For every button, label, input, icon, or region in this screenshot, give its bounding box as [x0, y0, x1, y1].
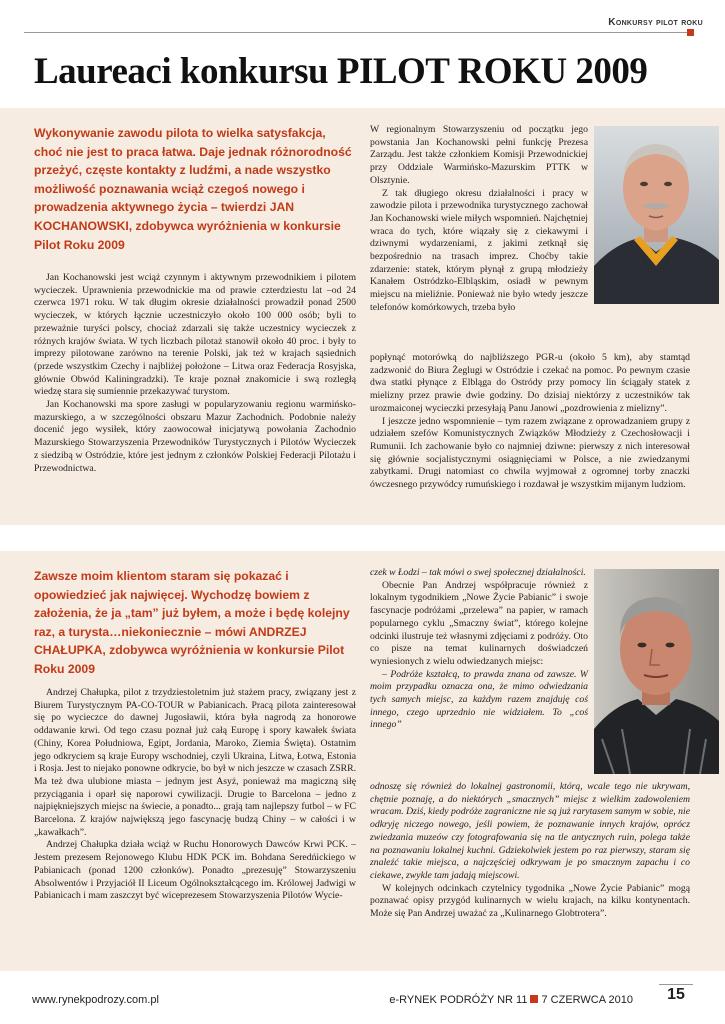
- separator-square-icon: [530, 995, 538, 1003]
- footer-magazine-info: [389, 994, 633, 1006]
- page-number: 15: [667, 986, 685, 1003]
- footer-magazine: e-RYNEK PODRÓŻY NR 11: [389, 994, 528, 1006]
- article-2-col-2-bottom: [370, 781, 690, 921]
- paragraph: odnoszę się również do lokalnej gastronomii, którą, wcale tego nie ukrywam, chętnie poznaję, a do niektórych „smacznych” miejsc z wielkim zadowoleniem wracam. Dziś, kiedy podróże zagraniczne nie są już rarytasem samym w sobie, nie odkryję niczego nowego, jeśli powiem, że poznawanie innych krajów, oprócz zwiedzania muzeów czy fotografowania się na tle antycznych ruin, polega także na poznawaniu lokalnej kuchni. Gdziekolwiek jestem po raz pierwszy, staram się znaleźć takie miejsca, a najczęściej odkrywam je po smacznym zapachu i co ciekawe, zwykle tam jadają miejscowi.: [370, 781, 690, 881]
- article-1: [0, 108, 725, 525]
- portrait-andrzej-chalupka: [594, 569, 719, 774]
- paragraph: I jeszcze jedno wspomnienie – tym razem związane z oprowadzaniem grupy z udziałem szefów Komunistycznych Związków Młodzieży z Czechosłowacji i Rumunii. Ich zachowanie było co najmniej dziwne: pierwszy z nich interesował się głównie socjalistycznymi osiągnięciami w Polsce, a nie zwiedzanymi zabytkami. Drugi natomiast co chwila wyjmował z ogromnej torby znaczki ówczesnego przywódcy rumuńskiego i rozdawał je wszystkim mijanym ludziom.: [370, 415, 690, 491]
- page-title: Laureaci konkursu PILOT ROKU 2009: [34, 51, 648, 92]
- paragraph: Jan Kochanowski ma spore zasługi w popularyzowaniu regionu warmińsko-mazurskiego, a w szczególności obszaru Mazur Zachodnich. Podobnie należy docenić jego wysiłek, który zaowocował inicjatywą powołania Zachodnio Mazurskiego Stowarzyszenia Przewodników Turystycznych i Pilotów Wycieczek z siedzibą w Ostródzie, które jest jednym z członków Polskiej Federacji Pilotażu i Przewodnictwa.: [34, 399, 356, 474]
- portrait-jan-kochanowski: [594, 126, 719, 304]
- header-square-icon: [687, 29, 694, 36]
- section-label: Konkursy pilot roku: [608, 17, 703, 28]
- paragraph: Z tak długiego okresu działalności i pracy w zawodzie pilota i przewodnika turystycznego zachował Jan Kochanowski wiele miłych wspomnień. Najchętniej wraca do tych, które wiązały się z ciekawymi i dziwnymi wydarzeniami, z jakimi zetknął się bezpośrednio na trasach imprez. Choćby takie zdarzenie: statek, którym płynął z grupą młodzieży Kanałem Ostródzko-Elbląskim, osiadł w pewnym miejscu na mieliźnie. Ponieważ nie było wtedy jeszcze telefonów komórkowych, trzeba było: [370, 187, 588, 313]
- paragraph: W regionalnym Stowarzyszeniu od początku jego powstania Jan Kochanowski pełni funkcję Prezesa Zarządu. Jest także członkiem Komisji Przewodnickiej przy Oddziale Warmińsko-Mazurskim PTTK w Olsztynie.: [370, 124, 588, 186]
- paragraph: Andrzej Chałupka, pilot z trzydziestoletnim już stażem pracy, związany jest z Biurem Turystycznym PA-CO-TOUR w Pabianicach. Pracą pilota zainteresował się po wycieczce do dawnej Jugosławii, która była nagrodą za honorowe oddawanie krwi. Od tego czasu poznał już całą Europę i spory kawałek świata (Chiny, Korea Południowa, Egipt, Jordania, Maroko, Ziemia Święta). Ostatnim jego odkryciem są kraje Europy wschodniej, czyli Ukraina, Litwa, Łotwa, Estonia i Rosja. Jest to niejako ponowne odkrycie, bo był w nich jeszcze w czasach ZSRR. Ma też dwa ulubione miasta – jednym jest Asyż, ponieważ ma magiczną siłę przyciągania i oparł się naporowi cywilizacji. Drugie to Barcelona – jedno z najpiękniejszych miejsc na świecie, a ponadto... grają tam najlepszy futbol – w FC Barcelona. Z krajów największą jego fascynację budzą Chiny – w całości i w „kawałkach”.: [34, 687, 356, 838]
- paragraph: – Podróże kształcą, to prawda znana od zawsze. W moim przypadku oznacza ona, że mimo odwiedzania tych samych miejsc, za każdym razem znajduję coś innego, czego uprzednio nie widziałem. To „coś innego”: [370, 668, 588, 731]
- footer-url: www.rynekpodrozy.com.pl: [32, 994, 159, 1006]
- footer-date: 7 CZERWCA 2010: [541, 994, 633, 1006]
- article-1-lead: Wykonywanie zawodu pilota to wielka satysfakcja, choć nie jest to praca łatwa. Daje jednak różnorodność przeżyć, częste kontakty z ludźmi, a nade wszystko możliwość poznawania wciąż czegoś nowego i prowadzenia aktywnego życia – twierdzi JAN KOCHANOWSKI, zdobywca wyróżnienia w konkursie Pilot Roku 2009: [34, 126, 352, 252]
- header-rule: [24, 12, 696, 33]
- article-2-lead: Zawsze moim klientom staram się pokazać i opowiedzieć jak najwięcej. Wychodzę bowiem z założenia, że ja „tam” już byłem, a może i będę kolejny raz, a turysta…niekoniecznie – mówi ANDRZEJ CHAŁUPKA, zdobywca wyróżnienia w konkursie Pilot Roku 2009: [34, 569, 350, 676]
- paragraph: Jan Kochanowski jest wciąż czynnym i aktywnym przewodnikiem i pilotem wycieczek. Uprawnienia przewodnickie ma od prawie czterdziestu lat –od 24 czerwca 1971 roku. W tak długim okresie działalności prowadził ponad 2500 wycieczek, w których łącznie uczestniczyło około 100 000 osób; byli to przeważnie turyści polscy, chociaż zdarzali się także uczestnicy wycieczek z różnych krajów świata. W tych liczbach pilotaż stanowił około 40 proc. i były to imprezy pilotowane zarówno na terenie Polski, jak też w krajach sąsiednich (przede wszystkim Czechy i najbliżej położone – Litwa oraz Federacja Rosyjska, głównie Obwód Kaliningradzki). Te kraje poznał znakomicie i swą rozległą wiedzę stara się sumiennie przekazywać turystom.: [34, 272, 356, 398]
- paragraph: Andrzej Chałupka działa wciąż w Ruchu Honorowych Dawców Krwi PCK. – Jestem prezesem Rejonowego Klubu HDK PCK im. Bohdana Seredńickiego w Pabianicach (ponad 1200 członków). Ponadto „prezesuję” Stowarzyszeniu Absolwentów i Przyjaciół II Liceum Ogólnokształcącego im. Królowej Jadwigi w Pabianicach i mam zaszczyt być wiceprezesem Stowarzyszenia Pilotów Wycie-: [34, 839, 356, 902]
- article-2: [0, 551, 725, 971]
- page-number-rule: [659, 984, 693, 985]
- article-2-col-2-top: [370, 567, 588, 732]
- article-1-col-1: [34, 272, 356, 475]
- article-2-col-1: [34, 687, 356, 903]
- paragraph: W kolejnych odcinkach czytelnicy tygodnika „Nowe Życie Pabianic” mogą poznawać opisy przygód kulinarnych w wielu krajach, na kilku kontynentach. Może się Pan Andrzej uważać za „Kulinarnego Globtrotera”.: [370, 882, 690, 920]
- header-line: [24, 32, 690, 33]
- paragraph: Obecnie Pan Andrzej współpracuje również z lokalnym tygodnikiem „Nowe Życie Pabianic” i swoje fascynacje podróżami „przelewa” na papier, w ramach popularnego cyklu „Smaczny świat”, którego kolejne odcinki ilustruje też własnymi zdjęciami z podróży. Oto co pisze na temat kulinarnych doświadczeń wyniesionych z wielu odwiedzanych miejsc:: [370, 579, 588, 667]
- article-1-col-2-bottom: [370, 352, 690, 492]
- paragraph: czek w Łodzi – tak mówi o swej społecznej działalności.: [370, 567, 586, 578]
- article-1-col-2-top: [370, 124, 588, 315]
- paragraph: popłynąć motorówką do najbliższego PGR-u (około 5 km), aby stamtąd zadzwonić do Biura Żeglugi w Ostródzie i czekać na pomoc. Po pewnym czasie dwa statki płynące z Elbląga do Ostródy przy pomocy lin ściągały statek z mielizny przez prawie dwie godziny. Do dzisiaj niektórzy z uczestników tak urozmaiconej wycieczki przesyłają Panu Janowi „pozdrowienia z mielizny”.: [370, 352, 690, 414]
